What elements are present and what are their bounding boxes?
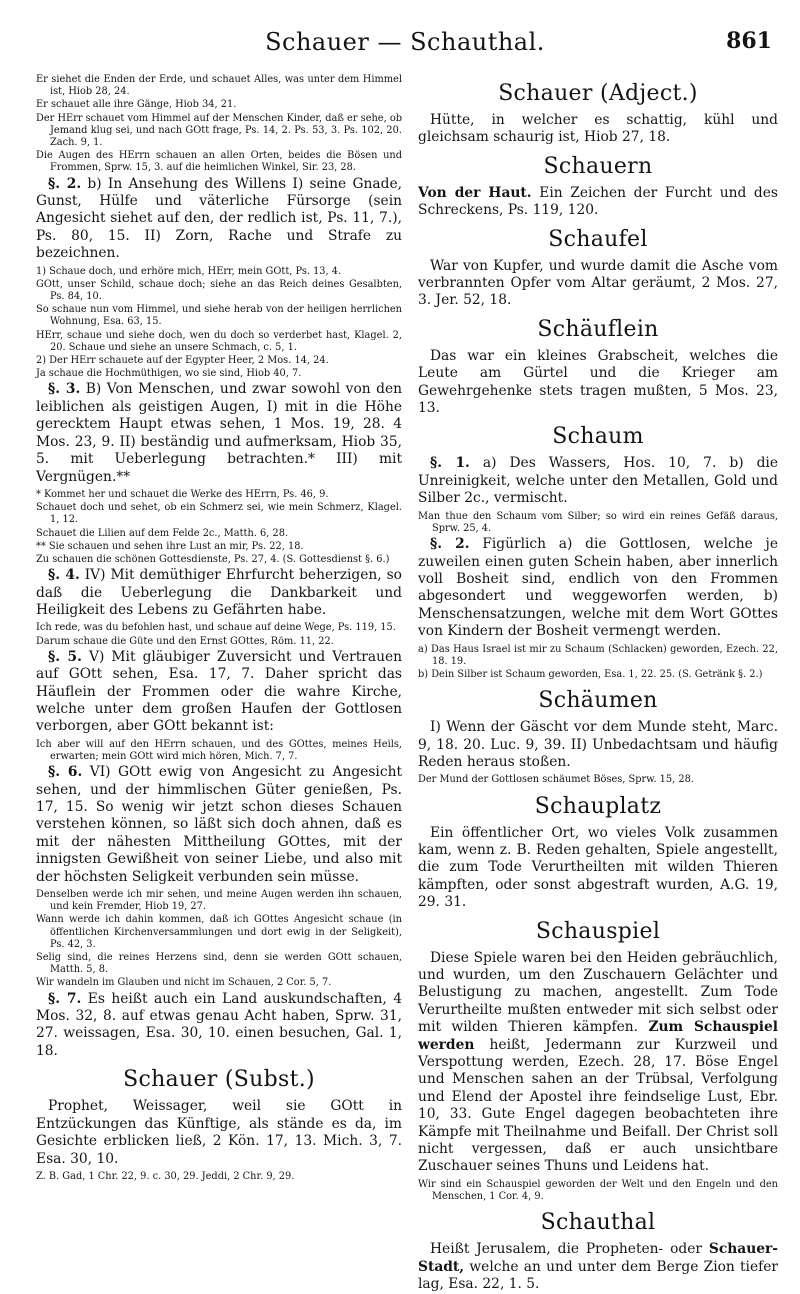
section-text: V) Mit gläubiger Zuversicht und Vertrauen auf GOtt sehen, Esa. 17, 7. Daher spricht das Häuflein der Frommen oder die wahre Kirche, welche unter dem großen Haufen der Gottlosen verborgen, aber GOtt bekannt ist: xyxy=(36,648,403,735)
entry-heading: Schaum xyxy=(552,424,644,450)
section-number: §. 3. xyxy=(48,381,81,398)
citation: Selig sind, die reines Herzens sind, denn sie werden GOtt schauen, Matth. 5, 8. xyxy=(36,952,402,976)
citation: b) Dein Silber ist Schaum geworden, Esa. 1, 22. 25. (S. Getränk §. 2.) xyxy=(418,668,763,680)
entry-heading: Schäuflein xyxy=(537,316,659,342)
section-number: §. 2. xyxy=(48,175,82,192)
section-paragraph xyxy=(36,649,402,736)
entry-paragraph: I) Wenn der Gäscht vor dem Munde steht, Marc. 9, 18. 20. Luc. 9, 39. II) Unbedachtsam und häufig Reden heraus stoßen. xyxy=(418,719,778,770)
citation: Darum schaue die Güte und den Ernst GOttes, Röm. 11, 22. xyxy=(36,635,334,647)
entry-paragraph: Prophet, Weissager, weil sie GOtt in Entzückungen das Künftige, als stände es da, im Gesichte erblicken ließ, 2 Kön. 17, 13. Mich. 3, 7. Esa. 30, 10. xyxy=(36,1098,402,1167)
section-paragraph xyxy=(36,764,402,886)
entry-heading: Schauer (Adject.) xyxy=(498,81,698,106)
citation: Wir sind ein Schauspiel geworden der Welt und den Engeln und den Menschen, 1 Cor. 4, 9. xyxy=(418,1178,778,1203)
section-paragraph xyxy=(36,176,402,263)
entry-text: welche an und unter dem Berge Zion tiefer lag, Esa. 22, 1. 5. xyxy=(418,1258,779,1293)
section-paragraph xyxy=(418,536,778,640)
running-title: Schauer — Schauthal. xyxy=(265,28,545,56)
section-number: §. 2. xyxy=(430,536,470,553)
entry-heading: Schauplatz xyxy=(534,793,662,819)
citation: ** Sie schauen und sehen ihre Lust an mir, Ps. 22, 18. xyxy=(36,540,304,552)
citation: Der Mund der Gottlosen schäumet Böses, Sprw. 15, 28. xyxy=(418,774,694,786)
entry-text: Heißt Jerusalem, die Propheten- oder xyxy=(430,1241,702,1258)
section-text: b) In Ansehung des Willens I) seine Gnade, Gunst, Hülfe und väterliche Fürsorge (sein Angesicht siehet auf den, der redlich ist, Ps. 11, 7.), Ps. 80, 15. II) Zorn, Rache und Strafe zu bezeichnen. xyxy=(36,175,402,262)
citation: * Kommet her und schauet die Werke des HErrn, Ps. 46, 9. xyxy=(36,488,329,500)
section-text: Es heißt auch ein Land auskundschaften, 4 Mos. 32, 8. auf etwas genau Acht haben, Sprw. 31, 27. weissagen, Esa. 30, 10. einen besuchen, Gal. 1, 18. xyxy=(36,990,403,1059)
right-column xyxy=(418,74,779,1293)
citation: Wir wandeln im Glauben und nicht im Schauen, 2 Cor. 5, 7. xyxy=(36,977,332,989)
section-paragraph xyxy=(36,991,402,1061)
citation: So schaue nun vom Himmel, und siehe herab von der heiligen herrlichen Wohnung, Esa. 63, 15. xyxy=(36,304,402,328)
citation: Man thue den Schaum vom Silber; so wird ein reines Gefäß daraus, Sprw. 25, 4. xyxy=(418,510,778,534)
entry-paragraph xyxy=(418,950,778,1176)
entry-heading: Schäumen xyxy=(538,688,658,714)
citation: Ich rede, was du befohlen hast, und schaue auf deine Wege, Ps. 119, 15. xyxy=(36,622,396,634)
section-text: a) Des Wassers, Hos. 10, 7. b) die Unreinigkeit, welche unter den Metallen, Gold und Silber 2c., vermischt. xyxy=(418,455,778,507)
page-number: 861 xyxy=(726,28,772,54)
citation: Denselben werde ich mir sehen, und meine Augen werden ihn schauen, und kein Fremder, Hiob 19, 27. xyxy=(36,889,402,913)
citation: Die Augen des HErrn schauen an allen Orten, beides die Bösen und Frommen, Sprw. 15, 3. auf die heimlichen Winkel, Sir. 23, 28. xyxy=(36,150,402,174)
citation: Er siehet die Enden der Erde, und schauet Alles, was unter dem Himmel ist, Hiob 28, 24. xyxy=(36,74,402,98)
citation: a) Das Haus Israel ist mir zu Schaum (Schlacken) geworden, Ezech. 22, 18. 19. xyxy=(418,643,778,667)
citation: Wann werde ich dahin kommen, daß ich GOttes Angesicht schaue (in öffentlichen Kirchenversammlungen und dort ewig in der Seligkeit), Ps. 42, 3. xyxy=(36,914,402,950)
citation: Er schauet alle ihre Gänge, Hiob 34, 21. xyxy=(36,99,237,111)
entry-text: Diese Spiele waren bei den Heiden gebräuchlich, und wurden, um den Zuschauern Gelächter und Belustigung zu machen, angestellt. Zum Tode Verurtheilte mußten entweder mit sich selbst oder mit wilden Thieren kämpfen. xyxy=(418,949,778,1036)
section-paragraph xyxy=(36,567,402,619)
entry-text: Ein Zeichen der Furcht und des Schreckens, Ps. 119, 120. xyxy=(418,184,779,219)
entry-heading: Schauer (Subst.) xyxy=(123,1067,315,1093)
entry-lead: Von der Haut. xyxy=(418,184,532,201)
entry-paragraph: Hütte, in welcher es schattig, kühl und gleichsam schaurig ist, Hiob 27, 18. xyxy=(418,112,778,146)
section-paragraph xyxy=(36,381,402,485)
entry-heading: Schauern xyxy=(543,153,653,179)
citation: Z. B. Gad, 1 Chr. 22, 9. c. 30, 29. Jeddi, 2 Chr. 9, 29. xyxy=(36,1170,295,1182)
section-number: §. 1. xyxy=(430,455,470,472)
section-number: §. 4. xyxy=(48,567,80,584)
entry-heading: Schauspiel xyxy=(535,918,661,944)
entry-paragraph xyxy=(418,185,778,220)
section-number: §. 7. xyxy=(48,990,82,1007)
citation: HErr, schaue und siehe doch, wen du doch so verderbet hast, Klagel. 2, 20. Schaue und siehe an unsere Schmach, c. 5, 1. xyxy=(36,329,402,353)
running-header xyxy=(0,28,800,64)
citation: Ich aber will auf den HErrn schauen, und des GOttes, meines Heils, erwarten; mein GOtt wird mich hören, Mich. 7, 7. xyxy=(36,738,402,762)
entry-paragraph: War von Kupfer, und wurde damit die Asche vom verbrannten Opfer vom Altar geräumt, 2 Mos. 27, 3. Jer. 52, 18. xyxy=(418,257,778,309)
entry-phrase: Schauer-Stadt, xyxy=(418,1241,779,1275)
entry-text: heißt, Jedermann zur Kurzweil und Verspottung werden, Ezech. 28, 17. Böse Engel und Menschen sahen an der Trübsal, Verfolgung und Elend der Apostel ihre feindselige Lust, Ebr. 10, 33. Gute Engel dagegen beobachteten ihre Kämpfe mit Theilnahme und Beifall. Der Christ soll nicht vergessen, daß er auch unsichtbare Zuschauer seines Thuns und Leidens hat. xyxy=(418,1036,778,1175)
entry-paragraph: Das war ein kleines Grabscheit, welches die Leute am Gürtel und die Krieger am Gewehrgehenke stets tragen mußten, 5 Mos. 23, 13. xyxy=(418,347,778,417)
section-text: B) Von Menschen, und zwar sowohl von den leiblichen als geistigen Augen, I) mit in die Höhe gerecktem Haupt etwas sehen, 1 Mos. 19, 28. 4 Mos. 23, 9. II) beständig und aufmerksam, Hiob 35, 5. mit Ueberlegung betrachten.* III) mit Vergnügen.** xyxy=(36,381,402,485)
citation: Ja schaue die Hochmüthigen, wo sie sind, Hiob 40, 7. xyxy=(36,368,302,380)
entry-heading: Schauthal xyxy=(540,1210,656,1236)
entry-heading: Schaufel xyxy=(548,226,648,252)
section-number: §. 5. xyxy=(48,648,82,665)
entry-paragraph: Ein öffentlicher Ort, wo vieles Volk zusammen kam, wenn z. B. Reden gehalten, Spiele angestellt, die zum Tode Verurtheilten mit wilden Thieren kämpften, oder sonst abgestraft wurden, A.G. 19, 29. 31. xyxy=(418,824,778,911)
section-paragraph xyxy=(418,455,778,507)
left-column xyxy=(36,74,402,1284)
section-number: §. 6. xyxy=(48,764,83,781)
citation: Schauet die Lilien auf dem Felde 2c., Matth. 6, 28. xyxy=(36,527,289,539)
section-text: VI) GOtt ewig von Angesicht zu Angesicht sehen, und der himmlischen Güter genießen, Ps. 17, 15. So wenig wir jetzt schon dieses Schauen verstehen können, so läßt sich doch ahnen, daß es mit der nähesten Mittheilung GOttes, mit der innigsten Gewißheit von seiner Liebe, und also mit der höchsten Seligkeit verbunden sein müsse. xyxy=(36,764,402,885)
citation: Zu schauen die schönen Gottesdienste, Ps. 27, 4. (S. Gottesdienst §. 6.) xyxy=(36,553,390,565)
entry-phrase: Zum Schauspiel werden xyxy=(418,1019,778,1053)
citation: Schauet doch und sehet, ob ein Schmerz sei, wie mein Schmerz, Klagel. 1, 12. xyxy=(36,502,402,526)
citation: Der HErr schauet vom Himmel auf der Menschen Kinder, daß er sehe, ob Jemand klug sei, und nach GOtt frage, Ps. 14, 2. Ps. 53, 3. Ps. 102, 20. Zach. 9, 1. xyxy=(36,112,402,149)
citation: 1) Schaue doch, und erhöre mich, HErr, mein GOtt, Ps. 13, 4. xyxy=(36,265,342,277)
entry-paragraph xyxy=(418,1241,778,1293)
citation: 2) Der HErr schauete auf der Egypter Heer, 2 Mos. 14, 24. xyxy=(36,355,329,367)
section-text: Figürlich a) die Gottlosen, welche je zuweilen einen guten Schein haben, aber innerlich voll Bosheit sind, endlich von den Frommen abgesondert und weggeworfen werden, b) Menschensatzungen, welche mit dem Wort GOttes von Kindern der Bosheit vermengt werden. xyxy=(418,536,778,640)
citation: GOtt, unser Schild, schaue doch; siehe an das Reich deines Gesalbten, Ps. 84, 10. xyxy=(36,278,402,303)
section-text: IV) Mit demüthiger Ehrfurcht beherzigen, so daß die Ueberlegung die Dankbarkeit und Heiligkeit des Lebens zu Gefährten habe. xyxy=(36,567,402,618)
